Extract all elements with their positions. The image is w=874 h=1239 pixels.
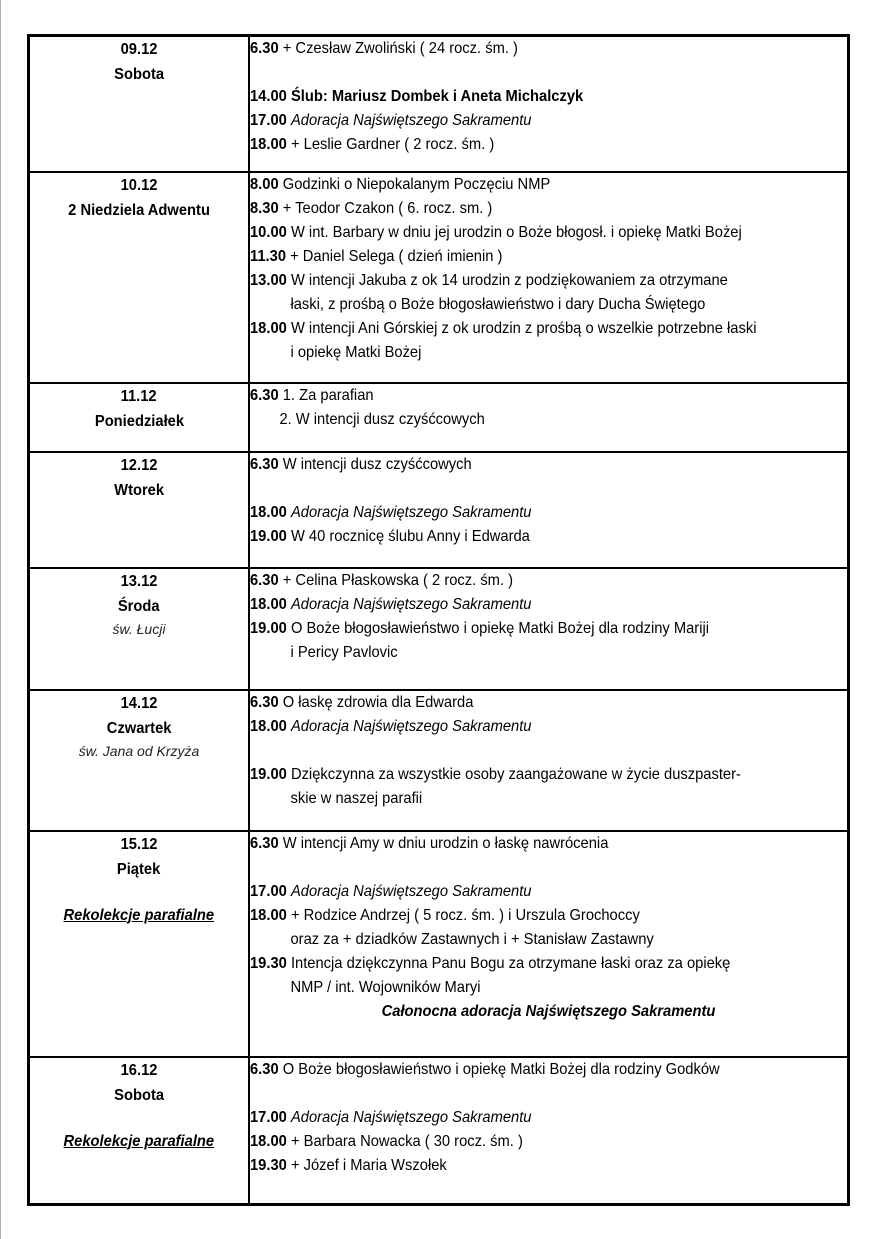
- day-row: [29, 383, 849, 452]
- events-cell: [249, 690, 849, 831]
- day-name: Sobota: [114, 66, 164, 83]
- mass-time: 6.30: [250, 834, 279, 852]
- blank-line: [250, 739, 847, 763]
- mass-time: 19.00: [250, 765, 287, 783]
- day-row: [29, 568, 849, 690]
- day-cell: [29, 36, 250, 172]
- intention-text: Adoracja Najświętszego Sakramentu: [290, 717, 532, 735]
- mass-intention: [250, 384, 799, 408]
- mass-time: 18.00: [250, 1132, 287, 1150]
- intention-text: Ślub: Mariusz Dombek i Aneta Michalczyk: [290, 88, 584, 105]
- mass-time: 19.00: [250, 619, 287, 637]
- intention-text: Adoracja Najświętszego Sakramentu: [290, 112, 532, 129]
- events-cell: [249, 452, 849, 568]
- mass-time: 19.00: [250, 527, 287, 545]
- day-name: Sobota: [114, 1086, 164, 1104]
- mass-time: 6.30: [250, 571, 279, 589]
- intention-text: W intencji Ani Górskiej z ok urodzin z prośbą o wszelkie potrzebne łaski: [290, 319, 757, 337]
- events-cell: [249, 568, 849, 690]
- day-name: Piątek: [117, 860, 161, 878]
- day-date: 16.12: [120, 1061, 158, 1079]
- day-row: [29, 690, 849, 831]
- mass-time: 8.30: [250, 199, 279, 217]
- mass-time: 6.30: [250, 386, 279, 404]
- intention-text: Adoracja Najświętszego Sakramentu: [290, 595, 532, 613]
- day-name: Poniedziałek: [94, 412, 184, 430]
- intention-continuation: NMP / int. Wojowników Maryi: [290, 978, 481, 996]
- intention-text: + Barbara Nowacka ( 30 rocz. śm. ): [290, 1132, 523, 1150]
- mass-intention: [250, 1130, 799, 1154]
- intention-text: Godzinki o Niepokalanym Poczęciu NMP: [282, 175, 551, 193]
- mass-time: 18.00: [250, 717, 287, 735]
- mass-time: 17.00: [250, 112, 287, 129]
- mass-intention: [250, 880, 799, 904]
- intention-text: Adoracja Najświętszego Sakramentu: [290, 882, 532, 900]
- blank-line: [250, 477, 847, 501]
- day-date: 09.12: [120, 41, 158, 58]
- day-cell: [29, 690, 250, 831]
- mass-time: 17.00: [250, 1108, 287, 1126]
- mass-schedule-table: [27, 34, 850, 1206]
- intention-text: W int. Barbary w dniu jej urodzin o Boże błogosł. i opiekę Matki Bożej: [290, 223, 742, 241]
- intention-text: W intencji dusz czyśćcowych: [282, 455, 472, 473]
- intention-text: Adoracja Najświętszego Sakramentu: [290, 503, 532, 521]
- mass-time: 8.00: [250, 175, 279, 193]
- mass-time: 18.00: [250, 136, 287, 153]
- intention-text: + Czesław Zwoliński ( 24 rocz. śm. ): [282, 40, 518, 57]
- intention-text: W 40 rocznicę ślubu Anny i Edwarda: [290, 527, 530, 545]
- intention-text: + Rodzice Andrzej ( 5 rocz. śm. ) i Urszula Grochoccy: [290, 906, 640, 924]
- mass-time: 11.30: [250, 247, 287, 265]
- intention-continuation: łaski, z prośbą o Boże błogosławieństwo i dary Ducha Świętego: [290, 295, 706, 313]
- mass-time: 6.30: [250, 1060, 279, 1078]
- day-date: 15.12: [120, 835, 158, 853]
- mass-intention: [250, 593, 799, 617]
- mass-intention: [250, 501, 799, 525]
- saint-day: św. Jana od Krzyża: [78, 742, 200, 759]
- mass-intention: [250, 109, 799, 133]
- day-cell: [29, 831, 250, 1057]
- intention-text: Intencja dziękczynna Panu Bogu za otrzymane łaski oraz za opiekę: [290, 954, 731, 972]
- intention-continuation: oraz za + dziadków Zastawnych i + Stanisław Zastawny: [290, 930, 654, 948]
- day-cell: [29, 383, 250, 452]
- mass-intention: [250, 1154, 799, 1178]
- mass-intention: [250, 715, 799, 739]
- blank-line: [250, 856, 847, 880]
- day-row: [29, 36, 849, 172]
- day-row: [29, 452, 849, 568]
- intention-text: W intencji Jakuba z ok 14 urodzin z podziękowaniem za otrzymane: [290, 271, 728, 289]
- mass-intention: [250, 569, 799, 593]
- mass-intention: [250, 317, 799, 341]
- day-row: [29, 831, 849, 1057]
- intention-text: + Daniel Selega ( dzień imienin ): [290, 247, 503, 265]
- saint-day: św. Łucji: [112, 620, 166, 637]
- mass-intention: [250, 221, 799, 245]
- mass-intention: [250, 1058, 799, 1082]
- mass-intention: [250, 691, 799, 715]
- day-name: Wtorek: [114, 481, 164, 499]
- intention-continuation: skie w naszej parafii: [290, 789, 423, 807]
- day-date: 10.12: [120, 176, 158, 194]
- mass-intention: [250, 269, 799, 293]
- mass-intention: [250, 197, 799, 221]
- mass-time: 19.30: [250, 1156, 287, 1174]
- intention-second: 2. W intencji dusz czyśćcowych: [279, 410, 485, 428]
- mass-time: 6.30: [250, 40, 279, 57]
- page-edge: [0, 0, 1, 1239]
- events-cell: [249, 1057, 849, 1205]
- intention-text: Dziękczynna za wszystkie osoby zaangażowane w życie duszpaster-: [290, 765, 741, 783]
- mass-intention: [250, 453, 799, 477]
- day-date: 14.12: [120, 694, 158, 712]
- intention-text: Adoracja Najświętszego Sakramentu: [290, 1108, 532, 1126]
- mass-time: 19.30: [250, 954, 287, 972]
- day-date: 12.12: [120, 456, 158, 474]
- intention-text: + Teodor Czakon ( 6. rocz. sm. ): [282, 199, 493, 217]
- mass-time: 18.00: [250, 319, 287, 337]
- mass-time: 18.00: [250, 503, 287, 521]
- day-name: Środa: [118, 597, 160, 615]
- blank-line: [250, 1082, 847, 1106]
- mass-intention: [250, 525, 799, 549]
- mass-intention: [250, 133, 799, 157]
- day-date: 11.12: [120, 387, 158, 405]
- intention-text: W intencji Amy w dniu urodzin o łaskę nawrócenia: [282, 834, 609, 852]
- day-name: Czwartek: [106, 719, 172, 737]
- retreat-label: Rekolekcje parafialne: [63, 906, 215, 924]
- intention-text: + Józef i Maria Wszołek: [290, 1156, 447, 1174]
- intention-continuation: i opiekę Matki Bożej: [290, 343, 422, 361]
- mass-time: 17.00: [250, 882, 287, 900]
- mass-intention: [250, 85, 799, 109]
- mass-time: 6.30: [250, 693, 279, 711]
- day-row: [29, 172, 849, 383]
- intention-text: + Celina Płaskowska ( 2 rocz. śm. ): [282, 571, 514, 589]
- intention-text: O łaskę zdrowia dla Edwarda: [282, 693, 474, 711]
- day-cell: [29, 568, 250, 690]
- mass-time: 10.00: [250, 223, 287, 241]
- day-name: 2 Niedziela Adwentu: [68, 201, 210, 219]
- intention-text: O Boże błogosławieństwo i opiekę Matki Bożej dla rodziny Godków: [282, 1060, 720, 1078]
- mass-intention: [250, 37, 799, 61]
- intention-text: O Boże błogosławieństwo i opiekę Matki Bożej dla rodziny Mariji: [290, 619, 710, 637]
- intention-text: 1. Za parafian: [282, 386, 374, 404]
- day-cell: [29, 452, 250, 568]
- mass-time: 18.00: [250, 906, 287, 924]
- day-cell: [29, 172, 250, 383]
- mass-intention: [250, 173, 799, 197]
- mass-intention: [250, 617, 799, 641]
- mass-intention: [250, 832, 799, 856]
- intention-continuation: i Pericy Pavlovic: [290, 643, 398, 661]
- day-cell: [29, 1057, 250, 1205]
- mass-time: 18.00: [250, 595, 287, 613]
- blank-line: [250, 61, 847, 85]
- events-cell: [249, 172, 849, 383]
- events-cell: [249, 383, 849, 452]
- all-night-adoration: Całonocna adoracja Najświętszego Sakramentu: [381, 1002, 716, 1020]
- mass-intention: [250, 245, 799, 269]
- mass-time: 6.30: [250, 455, 279, 473]
- mass-intention: [250, 763, 799, 787]
- events-cell: [249, 36, 849, 172]
- retreat-label: Rekolekcje parafialne: [63, 1132, 215, 1150]
- intention-text: + Leslie Gardner ( 2 rocz. śm. ): [290, 136, 495, 153]
- mass-time: 14.00: [250, 88, 287, 105]
- day-row: [29, 1057, 849, 1205]
- mass-intention: [250, 1106, 799, 1130]
- mass-intention: [250, 904, 799, 928]
- mass-intention: [250, 952, 799, 976]
- events-cell: [249, 831, 849, 1057]
- day-date: 13.12: [120, 572, 158, 590]
- mass-time: 13.00: [250, 271, 287, 289]
